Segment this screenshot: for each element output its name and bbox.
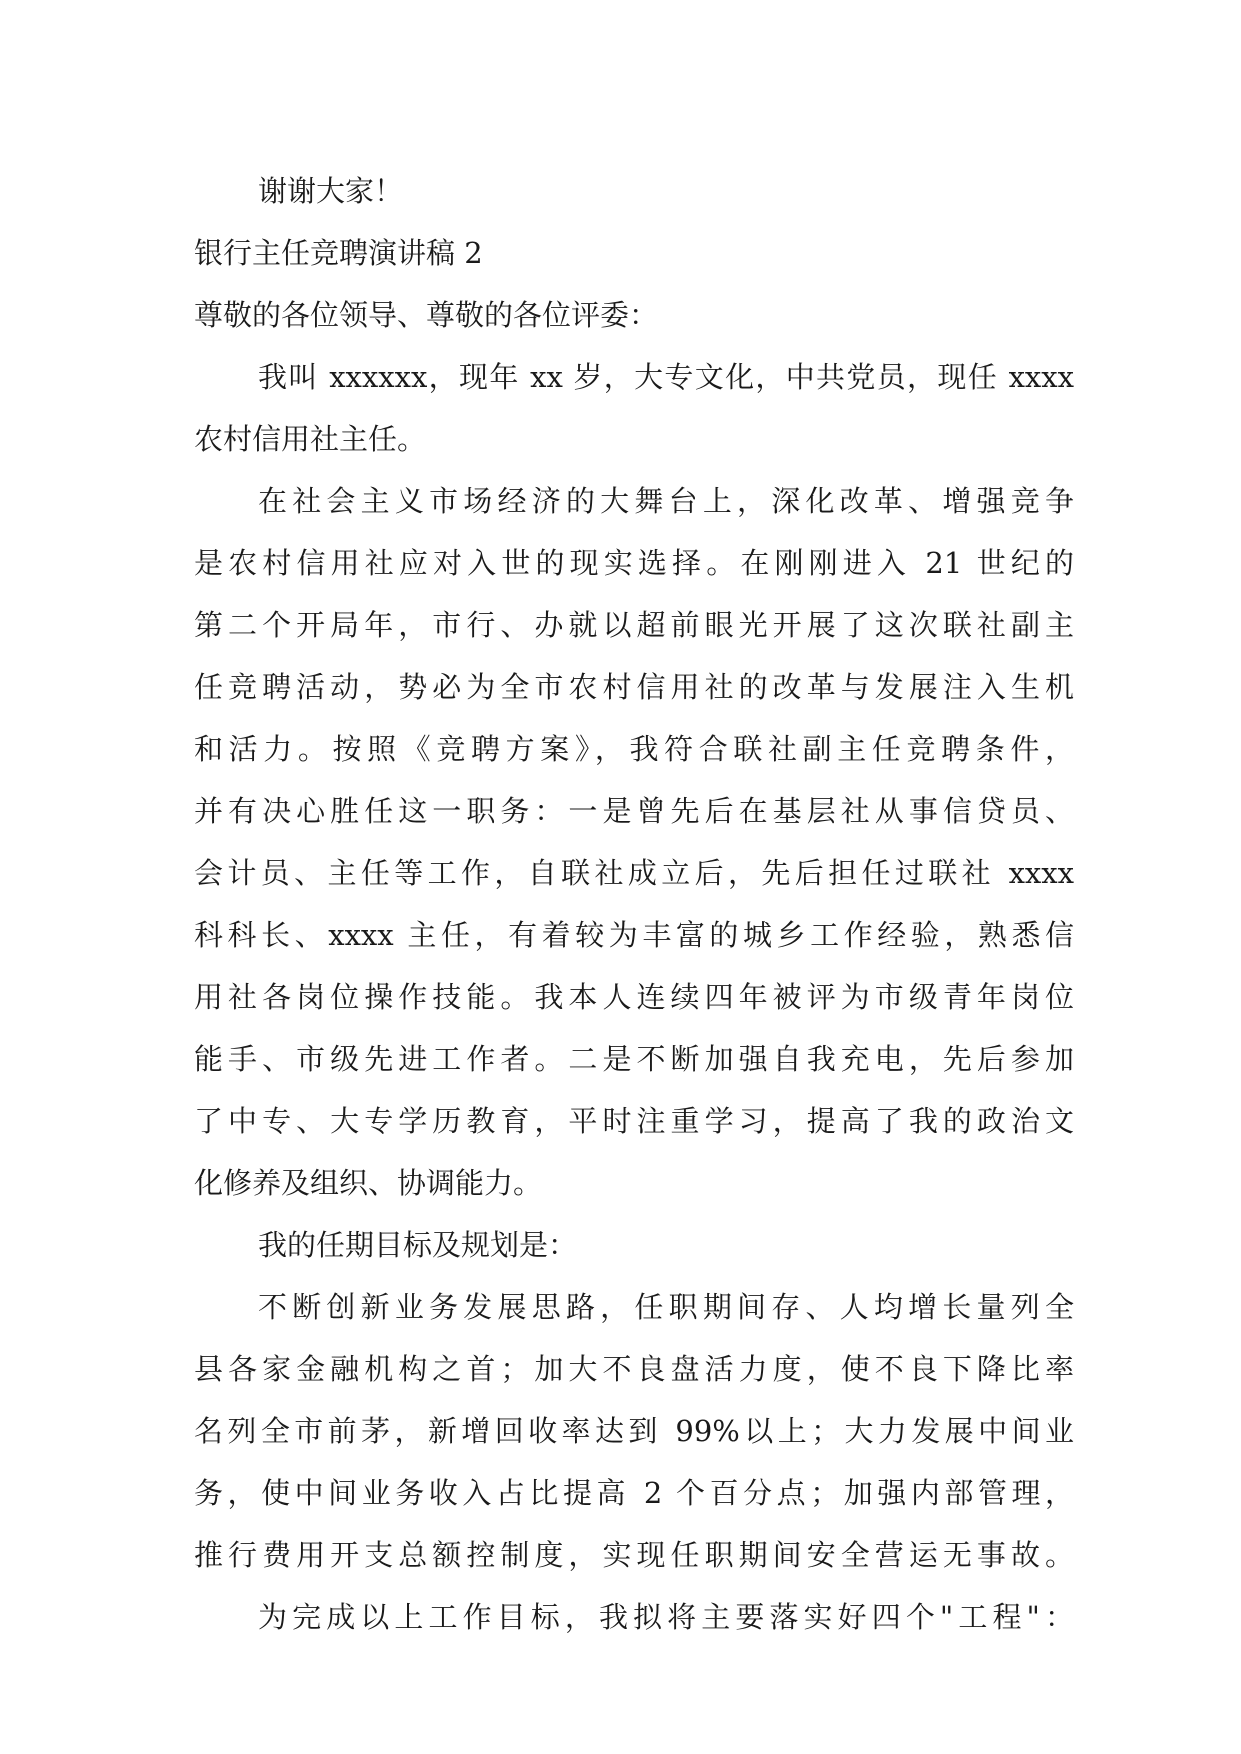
paragraph-line: 用社各岗位操作技能。我本人连续四年被评为市级青年岗位	[194, 980, 1074, 1014]
paragraph-line: 推行费用开支总额控制度，实现任职期间安全营运无事故。	[194, 1538, 1074, 1572]
paragraph-line: 在社会主义市场经济的大舞台上，深化改革、增强竞争	[258, 484, 1074, 518]
paragraph-line: 我叫 xxxxxx，现年 xx 岁，大专文化，中共党员，现任 xxxx	[258, 360, 1074, 394]
paragraph-line: 第二个开局年，市行、办就以超前眼光开展了这次联社副主	[194, 608, 1074, 642]
paragraph-line: 我的任期目标及规划是：	[258, 1228, 578, 1262]
paragraph-line: 了中专、大专学历教育，平时注重学习，提高了我的政治文	[194, 1104, 1074, 1138]
paragraph-line: 县各家金融机构之首；加大不良盘活力度，使不良下降比率	[194, 1352, 1074, 1386]
paragraph-line: 化修养及组织、协调能力。	[194, 1166, 543, 1200]
paragraph-line: 务，使中间业务收入占比提高 2 个百分点；加强内部管理，	[194, 1476, 1074, 1510]
paragraph-line: 并有决心胜任这一职务：一是曾先后在基层社从事信贷员、	[194, 794, 1074, 828]
closing-line: 谢谢大家！	[258, 174, 404, 208]
paragraph-line: 名列全市前茅，新增回收率达到 99%以上；大力发展中间业	[194, 1414, 1074, 1448]
document-page	[194, 160, 1074, 1648]
document-title: 银行主任竞聘演讲稿 2	[194, 236, 483, 270]
salutation-line: 尊敬的各位领导、尊敬的各位评委：	[194, 298, 659, 332]
paragraph-line: 能手、市级先进工作者。二是不断加强自我充电，先后参加	[194, 1042, 1074, 1076]
paragraph-line: 不断创新业务发展思路，任职期间存、人均增长量列全	[258, 1290, 1074, 1324]
paragraph-line: 是农村信用社应对入世的现实选择。在刚刚进入 21 世纪的	[194, 546, 1074, 580]
paragraph-line: 会计员、主任等工作，自联社成立后，先后担任过联社 xxxx	[194, 856, 1074, 890]
paragraph-line: 科科长、xxxx 主任，有着较为丰富的城乡工作经验，熟悉信	[194, 918, 1074, 952]
paragraph-line: 任竞聘活动，势必为全市农村信用社的改革与发展注入生机	[194, 670, 1074, 704]
paragraph-line: 农村信用社主任。	[194, 422, 427, 456]
paragraph-line: 和活力。按照《竞聘方案》，我符合联社副主任竞聘条件，	[194, 732, 1074, 766]
paragraph-line: 为完成以上工作目标，我拟将主要落实好四个"工程"：	[258, 1600, 1074, 1634]
